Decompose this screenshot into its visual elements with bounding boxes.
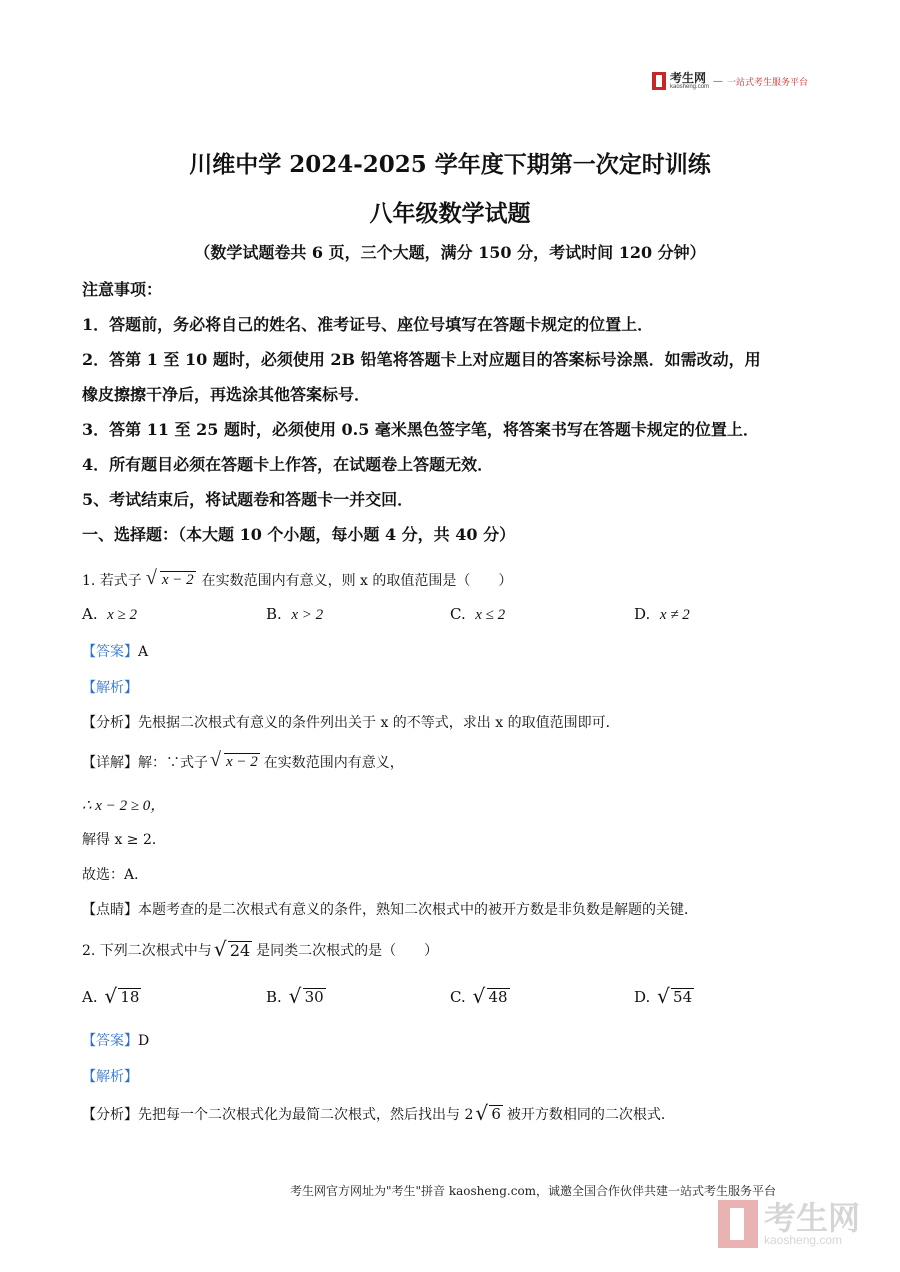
watermark-name: 考生网: [764, 1200, 861, 1236]
q1-fenxi: 【分析】先根据二次根式有意义的条件列出关于 x 的不等式，求出 x 的取值范围即可．: [82, 715, 620, 731]
q1-post: 在实数范围内有意义，则 x 的取值范围是（ ）: [201, 573, 513, 589]
section-heading: 一、选择题：（本大题 10 个小题，每小题 4 分，共 40 分）: [82, 525, 516, 544]
q2-option-c: C. √ 48: [450, 988, 510, 1006]
q1-step3: 故选：A．: [82, 867, 149, 883]
note-2: 2．答第 1 至 10 题时，必须使用 2B 铅笔将答题卡上对应题目的答案标号涂黑．如需改动，用: [82, 350, 761, 369]
q1-dianjing: 【点睛】本题考查的是二次根式有意义的条件，熟知二次根式中的被开方数是非负数是解题的关键．: [82, 902, 698, 918]
q1-step1: ∴ x − 2 ≥ 0，: [82, 798, 166, 814]
watermark: [718, 1200, 860, 1248]
q1-xiangjie-sqrt: √ x − 2: [212, 753, 260, 771]
question-2: 2. 下列二次根式中与 √ 24 是同类二次根式的是（ ）: [82, 940, 438, 960]
q2-option-d: D. √ 54: [634, 988, 694, 1006]
q2-fenxi-sqrt: √ 6: [477, 1105, 503, 1123]
logo-icon: [652, 72, 666, 90]
q1-option-d: D. x ≠ 2: [634, 605, 690, 623]
page-title: 川维中学 2024-2025 学年度下期第一次定时训练: [189, 151, 711, 178]
q2-option-a: A. √ 18: [82, 988, 141, 1006]
exam-info: （数学试题卷共 6 页，三个大题，满分 150 分，考试时间 120 分钟）: [194, 243, 706, 262]
q1-xiangjie: 【详解】 解：∵式子 √ x − 2 在实数范围内有意义，: [82, 752, 404, 772]
q2-analysis-tag: 【解析】: [82, 1069, 138, 1085]
watermark-domain: kaosheng.com: [764, 1233, 843, 1247]
logo-domain: kaosheng.com: [670, 84, 710, 90]
q1-answer: 【答案】A: [82, 644, 149, 660]
note-5: 5、考试结束后，将试题卷和答题卡一并交回．: [82, 490, 414, 509]
note-3: 3．答第 11 至 25 题时，必须使用 0.5 毫米黑色签字笔，将答案书写在答题卡规定的位置上．: [82, 420, 759, 439]
q1-analysis-tag: 【解析】: [82, 680, 138, 696]
question-1: [82, 570, 512, 590]
header-logo: 考生网 kaosheng.com — 一站式考生服务平台: [652, 72, 808, 90]
q1-pre: 1. 若式子: [82, 573, 142, 589]
logo-slogan: 一站式考生服务平台: [727, 76, 809, 87]
notes-heading: 注意事项：: [82, 280, 163, 299]
note-4: 4．所有题目必须在答题卡上作答，在试题卷上答题无效．: [82, 455, 494, 474]
logo-name: 考生网: [670, 71, 707, 85]
q1-step2: 解得 x ≥ 2．: [82, 832, 166, 848]
watermark-icon: [718, 1200, 758, 1248]
note-2-cont: 橡皮擦擦干净后，再选涂其他答案标号．: [82, 385, 371, 404]
page-subtitle: 八年级数学试题: [369, 200, 531, 227]
q1-option-a: A. x ≥ 2: [82, 605, 138, 623]
q2-sqrt: √ 24: [216, 941, 252, 960]
q2-option-b: B. √ 30: [266, 988, 326, 1006]
q2-answer: 【答案】D: [82, 1033, 150, 1049]
q1-option-b: B. x > 2: [266, 605, 324, 623]
q1-option-c: C. x ≤ 2: [450, 605, 506, 623]
q2-fenxi: 【分析】 先把每一个二次根式化为最简二次根式，然后找出与 2 √ 6 被开方数相同的二次根式．: [82, 1104, 675, 1124]
q1-sqrt: √ x − 2: [148, 571, 196, 589]
footer-text: 考生网官方网址为"考生"拼音 kaosheng.com，诚邀全国合作伙伴共建一站式考生服务平台: [290, 1184, 777, 1198]
note-1: 1．答题前，务必将自己的姓名、准考证号、座位号填写在答题卡规定的位置上．: [82, 315, 654, 334]
